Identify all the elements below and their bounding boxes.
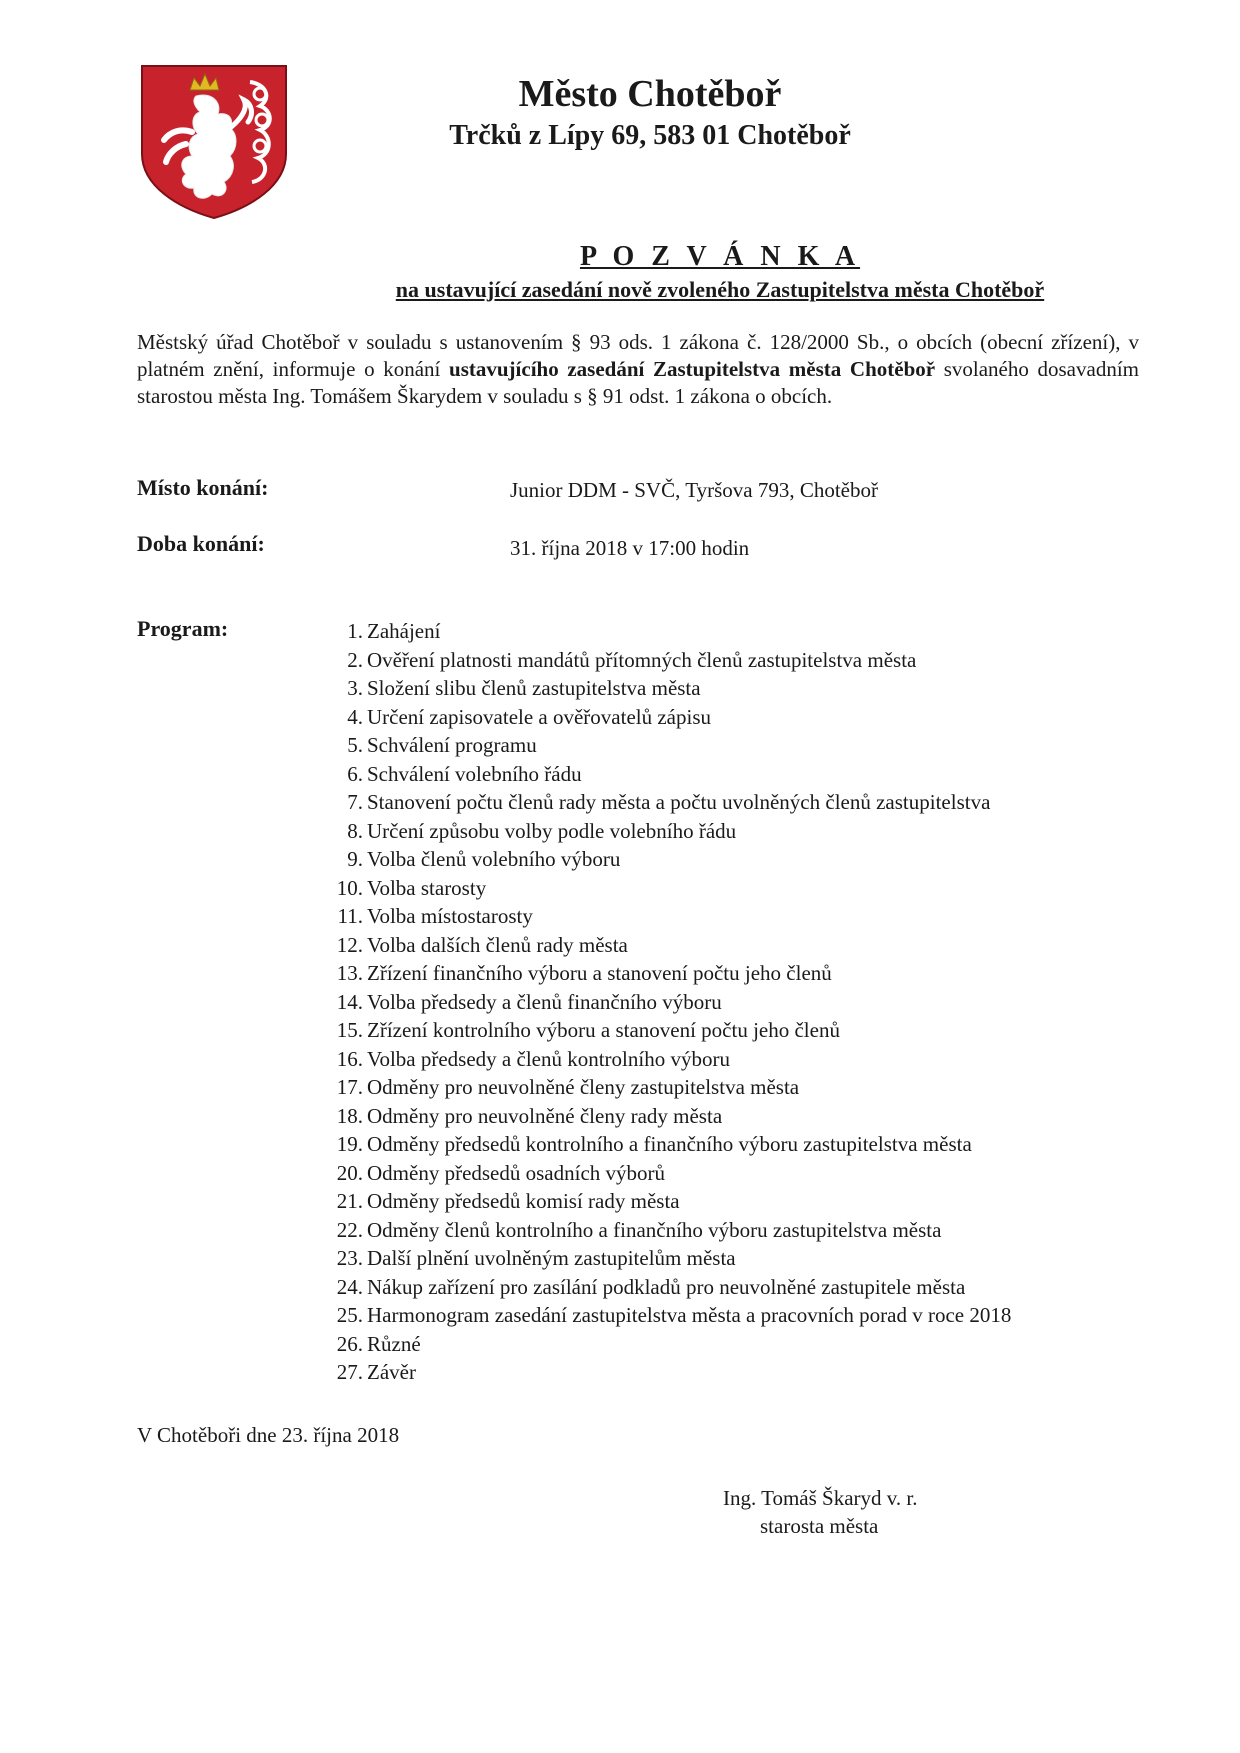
program-item: [320, 1273, 1011, 1302]
program-item-text: Složení slibu členů zastupitelstva města: [367, 676, 701, 700]
program-item-text: Odměny předsedů komisí rady města: [367, 1189, 680, 1213]
intro-paragraph: [137, 329, 1139, 410]
program-item-text: Různé: [367, 1331, 421, 1356]
program-item: [320, 674, 1011, 703]
program-item-text: Schválení volebního řádu: [367, 761, 582, 786]
program-item-text: Volba členů volebního výboru: [367, 847, 621, 871]
program-item-text: Určení zapisovatele a ověřovatelů zápisu: [367, 704, 712, 729]
program-item-text: Volba dalších členů rady města: [367, 932, 628, 957]
program-item: [320, 1301, 1011, 1330]
venue-value: Junior DDM - SVČ, Tyršova 793, Chotěboř: [510, 478, 878, 502]
time-label: Doba konání:: [137, 531, 265, 556]
program-item-text: Volba předsedy a členů kontrolního výboru: [367, 1046, 730, 1071]
program-item-number: 18.: [336, 1103, 363, 1128]
program-list: [320, 617, 1011, 1387]
program-item-text: Určení způsobu volby podle volebního řádu: [367, 818, 737, 843]
program-item-number: 1.: [347, 619, 363, 643]
program-item-number: 4.: [347, 704, 363, 729]
program-item: [320, 874, 1011, 903]
program-item: [320, 1159, 1011, 1188]
program-item: [320, 1244, 1011, 1273]
town-coat-of-arms-icon: [138, 62, 290, 222]
program-item-number: 23.: [336, 1246, 363, 1270]
program-item-number: 3.: [347, 676, 363, 700]
program-item-number: 26.: [336, 1331, 363, 1356]
program-item-number: 16.: [336, 1046, 363, 1071]
town-address: Trčků z Lípy 69, 583 01 Chotěboř: [449, 120, 851, 151]
program-item-text: Odměny pro neuvolněné členy zastupitelstva města: [367, 1075, 800, 1099]
document-subtitle: na ustavující zasedání nově zvoleného Zastupitelstva města Chotěboř: [395, 277, 1045, 302]
program-item-number: 12.: [336, 932, 363, 957]
program-item-number: 7.: [347, 790, 363, 814]
program-item-text: Harmonogram zasedání zastupitelstva města a pracovních porad v roce 2018: [367, 1303, 1012, 1327]
program-item-number: 20.: [336, 1160, 363, 1185]
program-item: [320, 1187, 1011, 1216]
program-item: [320, 731, 1011, 760]
program-item-text: Zřízení finančního výboru a stanovení počtu jeho členů: [367, 961, 832, 985]
program-item-number: 25.: [336, 1303, 363, 1327]
program-item-number: 10.: [336, 875, 363, 900]
program-item-number: 21.: [336, 1189, 363, 1213]
program-item-text: Odměny členů kontrolního a finančního výboru zastupitelstva města: [367, 1217, 942, 1242]
program-item: [320, 1016, 1011, 1045]
program-item-number: 9.: [347, 847, 363, 871]
signatory-role: starosta města: [760, 1514, 879, 1538]
document-title: P O Z V Á N K A: [579, 241, 861, 272]
program-item-number: 22.: [336, 1217, 363, 1242]
program-item: [320, 1330, 1011, 1359]
program-item-text: Volba předsedy a členů finančního výboru: [367, 989, 722, 1014]
program-item-text: Ověření platnosti mandátů přítomných členů zastupitelstva města: [367, 647, 917, 672]
intro-text-1: Městský úřad Chotěboř v souladu s ustanovením § 93 ods. 1 zákona č. 128/2000 Sb., o obcích (obecní zřízení), v platném znění, informuje o konání: [137, 330, 1139, 381]
program-item-number: 11.: [337, 904, 363, 928]
program-item-text: Závěr: [367, 1360, 416, 1384]
program-item: [320, 1073, 1011, 1102]
program-item-number: 14.: [336, 989, 363, 1014]
program-item: [320, 988, 1011, 1017]
program-item: [320, 845, 1011, 874]
program-item: [320, 817, 1011, 846]
program-item-text: Odměny předsedů osadních výborů: [367, 1160, 666, 1185]
program-item-text: Zřízení kontrolního výboru a stanovení počtu jeho členů: [367, 1018, 840, 1042]
town-name: Město Chotěboř: [518, 73, 782, 115]
program-item-text: Schválení programu: [367, 733, 537, 757]
program-item: [320, 1102, 1011, 1131]
program-item: [320, 788, 1011, 817]
venue-label: Místo konání:: [137, 475, 269, 500]
program-item: [320, 931, 1011, 960]
place-and-date: V Chotěboři dne 23. října 2018: [137, 1423, 400, 1447]
program-item: [320, 703, 1011, 732]
program-item-number: 27.: [336, 1360, 363, 1384]
program-item: [320, 959, 1011, 988]
program-item-number: 15.: [336, 1018, 363, 1042]
program-item-text: Stanovení počtu členů rady města a počtu uvolněných členů zastupitelstva: [367, 790, 991, 814]
program-item-number: 13.: [336, 961, 363, 985]
program-item-text: Další plnění uvolněným zastupitelům města: [367, 1246, 736, 1270]
program-item: [320, 902, 1011, 931]
program-item-text: Odměny předsedů kontrolního a finančního výboru zastupitelstva města: [367, 1132, 972, 1156]
program-label: Program:: [137, 616, 229, 641]
program-item-text: Zahájení: [367, 619, 441, 643]
program-item: [320, 1045, 1011, 1074]
program-item-number: 8.: [347, 818, 363, 843]
program-item: [320, 646, 1011, 675]
program-item: [320, 760, 1011, 789]
program-item-number: 17.: [336, 1075, 363, 1099]
program-item-text: Odměny pro neuvolněné členy rady města: [367, 1103, 723, 1128]
program-item-text: Volba starosty: [367, 875, 487, 900]
program-item-text: Volba místostarosty: [367, 904, 533, 928]
intro-text-bold: ustavujícího zasedání Zastupitelstva města Chotěboř: [449, 357, 936, 381]
program-item-text: Nákup zařízení pro zasílání podkladů pro neuvolněné zastupitele města: [367, 1274, 966, 1299]
signatory-name: Ing. Tomáš Škaryd v. r.: [723, 1486, 918, 1510]
program-item: [320, 1216, 1011, 1245]
program-item-number: 2.: [347, 647, 363, 672]
program-item: [320, 617, 1011, 646]
program-item: [320, 1358, 1011, 1387]
program-item: [320, 1130, 1011, 1159]
program-item-number: 24.: [336, 1274, 363, 1299]
program-item-number: 19.: [336, 1132, 363, 1156]
intro-text-2: svolaného dosavadním starostou města Ing. Tomášem Škarydem v souladu s § 91 odst. 1 zákona o obcích.: [137, 357, 1139, 408]
program-item-number: 5.: [347, 733, 363, 757]
program-item-number: 6.: [347, 761, 363, 786]
time-value: 31. října 2018 v 17:00 hodin: [510, 536, 750, 560]
